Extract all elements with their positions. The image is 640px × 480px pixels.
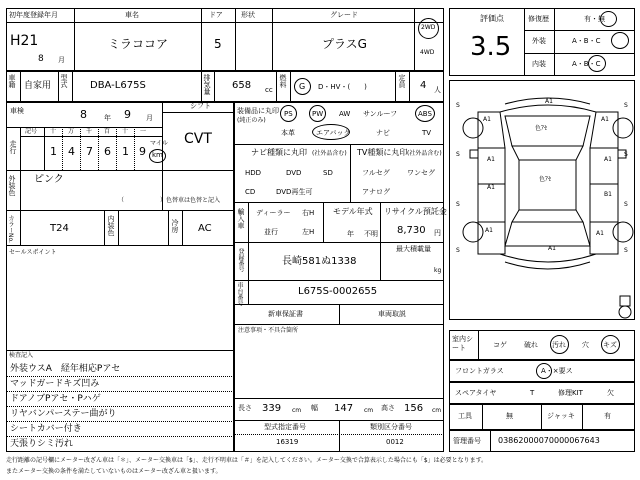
defect-line: リヤバンパーステー曲がり [10,409,117,419]
mileage-label: 走行 [9,140,17,154]
navi-cd: CD [245,188,256,196]
grade-value: プラスG [322,37,367,51]
tools-value: 無 [506,412,513,420]
syadou-label: 車籍 [8,74,16,88]
damage-label: A1 [487,156,495,163]
reg-year-label: 初年度登録年月 [9,11,58,19]
chassis-value: L675S-0002655 [298,286,378,297]
seat-tear: 破れ [524,341,538,349]
displacement-label: 排気量 [203,74,211,95]
inspection-month-unit: 月 [146,114,153,122]
mileage-header-2: 万 [68,128,75,135]
seat-scratch: キズ [603,341,617,349]
exterior-color-value: ピンク [34,174,64,185]
jack-label: ジャッキ [547,412,575,420]
seat-hole: 穴 [582,341,589,349]
interior-color-label: 内装色 [107,215,115,236]
equipment-label: 装備品に丸印 [237,107,279,115]
fuel-label: 燃料 [279,74,287,88]
sales-point-label: セールスポイント [9,249,57,256]
s-mark: S [624,247,628,254]
inspection-year: 8 [80,108,87,121]
seat-burn: コゲ [493,341,507,349]
height-unit: cm [432,407,442,414]
inspection-year-unit: 年 [104,114,111,122]
width-unit: cm [364,407,374,414]
s-mark: S [456,247,460,254]
navi-label: ナビ種類に丸印 [251,148,307,157]
model-year-unknown: 不明 [364,230,378,238]
tv-analog: アナログ [362,188,390,196]
damage-label: A1 [485,227,493,234]
height-label: 高さ [381,404,395,412]
cc-unit: cc [265,86,273,94]
spare-tire-label: スペアタイヤ [455,389,497,397]
max-load-unit: kg [434,267,442,274]
tools-label: 工具 [458,412,472,420]
windshield-options: A・×要ス [541,367,573,375]
damage-label: A1 [548,245,556,252]
interior-b-circle [588,55,606,72]
damage-label: A1 [596,230,604,237]
chassis-label: 車台番号 [236,282,243,306]
spare-t: T [530,389,535,397]
registration-value: 長崎581ぬ1338 [282,256,357,267]
type-no-label: 型式指定番号 [264,423,306,431]
capacity-unit: 人 [434,86,441,94]
shift-value: CVT [184,131,212,147]
jack-value: 有 [604,412,611,420]
navi-hdd: HDD [245,169,262,177]
mileage-digit: 1 [50,145,57,158]
repair-options: 有・無 [584,15,605,23]
type-no-value: 16319 [276,438,299,446]
length-value: 339 [262,403,282,414]
interior-options: A・B・C [572,60,601,68]
damage-label: A1 [545,98,553,105]
class-no-value: 0012 [386,438,404,446]
spare-missing: 欠 [607,389,614,397]
length-label: 長さ [238,404,252,412]
model-year-unit: 年 [347,230,354,238]
mileage-header-0: 記号 [25,128,38,135]
damage-label: 色ｱｾ [539,176,552,183]
new-car-warranty: 新車保証書 [268,310,303,318]
damage-label: B1 [604,191,612,198]
inspection-month: 9 [124,108,131,121]
damage-label: A1 [604,156,612,163]
equip-tv: TV [422,129,432,137]
equip-ps: PS [284,110,293,118]
repair-label: 修復歴 [528,15,549,23]
mileage-header-6: 一 [140,128,147,135]
import-dealer: ディーラー [256,209,291,217]
max-load-label: 最大積載量 [396,245,431,253]
car-name-value: ミラココア [108,37,169,51]
use-value: 自家用 [24,81,52,91]
mileage-digit: 1 [122,145,129,158]
ac-value: AC [198,223,212,234]
tv-oneseg: ワンセグ [407,169,435,177]
exterior-c-circle [611,32,629,49]
defect-line: シートカバー付き [10,424,82,434]
reg-year-value: H21 [10,33,39,49]
drive-4wd: 4WD [420,49,435,56]
recycle-label: リサイクル預託金 [384,207,447,216]
equip-navi: ナビ [376,129,390,137]
equipment-sub: (純正のみ) [237,117,266,124]
color-no-value: T24 [50,223,69,234]
grade-label: グレード [330,11,358,19]
model-code: DBA-L675S [90,80,146,91]
equip-airbag: エアバック [316,129,351,137]
fuel-g: G [299,82,306,91]
navi-dvd: DVD [286,169,302,177]
color-no-label: カラーNo. [7,215,14,243]
width-label: 幅 [311,404,318,412]
equip-sunroof: サンルーフ [363,110,398,118]
vehicle-manual: 車両取説 [378,310,406,318]
registration-label: 登録番号 [237,248,244,272]
class-no-label: 類別区分番号 [370,423,412,431]
defect-line: 外装ウスA 経年相応Pアセ [10,364,121,374]
navi-sd: SD [323,169,333,177]
width-value: 147 [334,403,354,414]
shape-label: 形状 [241,11,255,19]
tv-type-sub: (社外品含む) [407,150,442,157]
height-value: 156 [404,403,424,414]
mile-unit: マイル [150,140,168,147]
mileage-header-4: 百 [104,128,111,135]
footer-note-2: またメーター交換の条件を満たしていないものはメーター改ざん車と扱います。 [6,468,222,475]
capacity-value: 4 [420,80,427,91]
defects-label: 検査記入 [9,352,34,359]
mileage-header-5: 十 [122,128,129,135]
length-unit: cm [292,407,302,414]
damage-label: 色ｱｾ [535,125,548,132]
drive-2wd: 2WD [421,24,436,31]
s-mark: S [624,102,628,109]
equip-leather: 本革 [281,129,295,137]
management-value: 03862000070000067643 [498,436,600,445]
damage-label: A1 [601,116,609,123]
interior-seat-label: 室内シート [452,335,473,353]
exterior-label: 外装 [532,37,546,45]
door-label: ドア [209,11,223,19]
import-parallel: 並行 [264,228,278,236]
import-label: 輸入車 [237,208,245,229]
s-mark: S [624,151,628,158]
defect-line: 天張りシミ汚れ [10,439,74,449]
s-mark: S [456,201,460,208]
header-grid [6,8,444,71]
exterior-options: A・B・C [572,37,601,45]
mileage-header-1: 十 [50,128,57,135]
s-mark: S [624,201,628,208]
model-year-label: モデル年式 [333,207,373,216]
km-unit: km [152,151,163,159]
mileage-header-3: 千 [86,128,93,135]
interior-label: 内装 [532,60,546,68]
reg-month-unit: 月 [58,56,65,64]
equip-aw: AW [339,110,351,118]
car-name-label: 車名 [125,11,139,19]
equip-pw: PW [312,110,324,118]
inspection-label: 車検 [10,107,24,115]
management-label: 管理番号 [453,437,481,445]
recycle-value: 8,730 [397,225,426,236]
shift-label: シフト [190,102,211,110]
reg-month-value: 8 [38,54,44,64]
import-left: 左H [302,228,315,236]
navi-sub: (社外品含む) [312,150,347,157]
caution-label: 注意事項・不具合箇所 [238,327,299,334]
katashiki-label: 型式 [60,74,68,88]
defect-line: ドアノブPアセ・Pハゲ [10,394,101,404]
spare-kit: 修理KIT [558,389,583,397]
repair-none-circle [600,11,617,27]
exterior-color-label: 外装色 [8,175,16,196]
import-right: 右H [302,209,315,217]
recycle-yen: 円 [434,229,441,237]
mileage-digit: 7 [86,145,93,158]
fuel-other: D・HV・( ) [318,83,367,91]
equip-abs: ABS [418,110,432,118]
s-mark: S [456,102,460,109]
mileage-digit: 4 [68,145,75,158]
evaluation-label: 評価点 [480,14,504,23]
damage-label: A1 [483,116,491,123]
displacement-value: 658 [232,80,252,91]
defect-line: マッドガードキズ凹み [10,379,100,389]
footer-note-1: 走行距離の記号欄にメーター改ざん車は「＊」、メーター交換車は「$」、走行不明車は「＃」を記入してください。メーター交換で合算表示した場合にも「$」は必要となります。 [6,457,488,464]
damage-label: A1 [487,184,495,191]
mileage-digit: 9 [139,145,146,158]
seat-dirt: 汚れ [552,341,566,349]
evaluation-score: 3.5 [470,32,512,62]
tv-fullseg: フルセグ [362,169,390,177]
windshield-label: フロントガラス [455,367,504,375]
navi-dvd-play: DVD再生可 [276,188,313,196]
capacity-label: 定員 [398,74,406,88]
color-change-note: （ ）色替車は色替と記入 [118,197,221,204]
ac-label: 冷房 [171,219,179,233]
mileage-digit: 6 [104,145,111,158]
doors-value: 5 [214,37,222,51]
s-mark: S [456,151,460,158]
tv-type-label: TV種類に丸印 [357,148,408,157]
